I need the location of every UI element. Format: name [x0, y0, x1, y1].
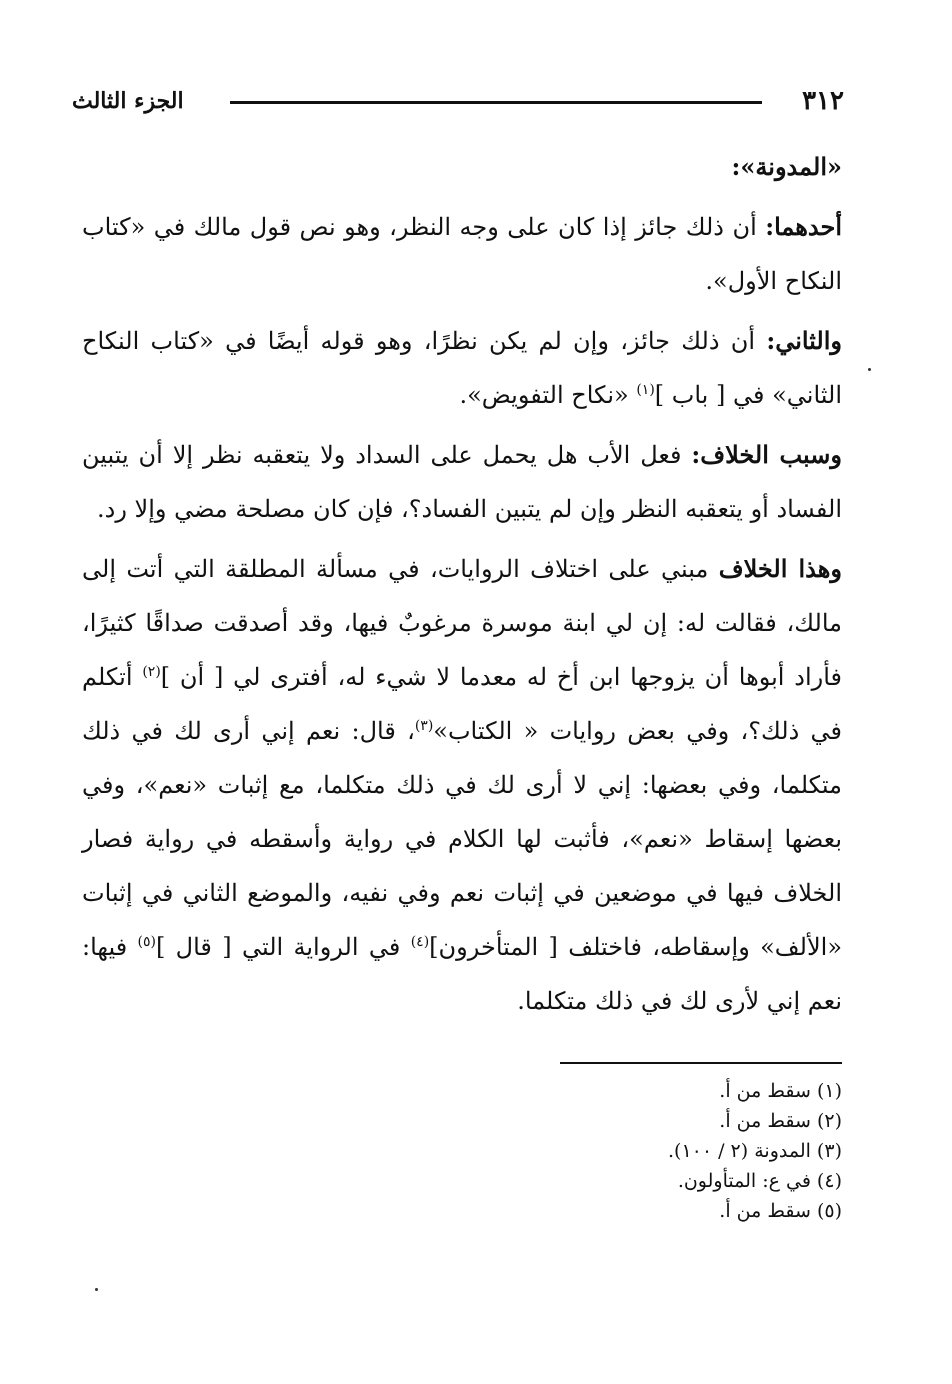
scan-speck: [95, 1288, 98, 1291]
page-number: ٣١٢: [802, 86, 844, 116]
first-opinion-heading: أحدهما:: [765, 212, 843, 241]
footnote-ref-2[interactable]: (٢): [142, 664, 161, 680]
narrations-text-c: ، قال: نعم إني أرى لك في ذلك متكلما، وفي بعضها: إني لا أرى لك في ذلك متكلما، مع إثبات «نعم»، وفي بعضها إسقاط «نعم»، فأثبت لها الكلام في رواية وأسقطه في رواية فصار الخلاف فيها في موضعين في إثبات نعم وفي نفيه، والموضع الثاني في إثبات «الألف» وإسقاطه، فاختلف [ المتأخرون]: [82, 717, 842, 961]
footnote-ref-4[interactable]: (٤): [410, 934, 430, 950]
page-header: [72, 80, 844, 124]
narrations-text-e: فيها: نعم إني لأرى لك في ذلك متكلما.: [82, 933, 842, 1015]
second-opinion-text-a: أن ذلك جائز، وإن لم يكن نظرًا، وهو قوله أيضًا في «كتاب النكاح الثاني» في [ باب ]: [82, 327, 842, 409]
narrations-text-a: مبني على اختلاف الروايات، في مسألة المطلقة التي أتت إلى مالك، فقالت له: إن لي ابنة موسرة مرغوبٌ فيها، وقد أصدقت صداقًا كثيرًا، فأراد أبوها أن يزوجها ابن أخ له معدما لا شيء له، أفترى لي [ أن ]: [82, 555, 842, 691]
footnote-item: (٢) سقط من أ.: [719, 1110, 842, 1132]
footnote-ref-5[interactable]: (٥): [137, 934, 156, 950]
narrations-text-b: أتكلم في ذلك؟، وفي بعض روايات « الكتاب»: [82, 663, 842, 745]
footnote-ref-1[interactable]: (١): [636, 382, 655, 398]
cause-text: فعل الأب هل يحمل على السداد ولا يتعقبه نظر إلا أن يتبين الفساد أو يتعقبه النظر وإن لم يتبين الفساد؟، فإن كان مصلحة مضي وإلا رد.: [82, 441, 842, 523]
second-opinion-text-b: «نكاح التفويض».: [459, 381, 637, 409]
footnote-separator: [560, 1062, 842, 1064]
footnote-item: (١) سقط من أ.: [719, 1080, 842, 1102]
intro-text: «المدونة»:: [731, 152, 842, 181]
paragraph-first-opinion: [82, 200, 842, 308]
paragraph-intro: [82, 140, 842, 194]
footnote-ref-3[interactable]: (٣): [414, 718, 434, 734]
first-opinion-text: أن ذلك جائز إذا كان على وجه النظر، وهو نص قول مالك في «كتاب النكاح الأول».: [82, 213, 842, 295]
scan-speck: [868, 368, 871, 371]
paragraph-second-opinion: [82, 314, 842, 422]
footnote-item: (٤) في ع: المتأولون.: [677, 1170, 842, 1192]
footnotes-list: [422, 1076, 842, 1226]
footnote-item: (٥) سقط من أ.: [719, 1200, 842, 1222]
footnote-item: (٣) المدونة (٢ / ١٠٠).: [667, 1140, 842, 1162]
cause-heading: وسبب الخلاف:: [691, 440, 842, 469]
paragraph-narrations: [82, 542, 842, 1028]
paragraph-cause: [82, 428, 842, 536]
body-text: [82, 140, 842, 1034]
narrations-heading: وهذا الخلاف: [718, 554, 842, 583]
running-title: الجزء الثالث: [72, 88, 184, 114]
narrations-text-d: في الرواية التي [ قال ]: [155, 933, 411, 961]
header-rule: [230, 101, 762, 104]
second-opinion-heading: والثاني:: [766, 326, 842, 355]
